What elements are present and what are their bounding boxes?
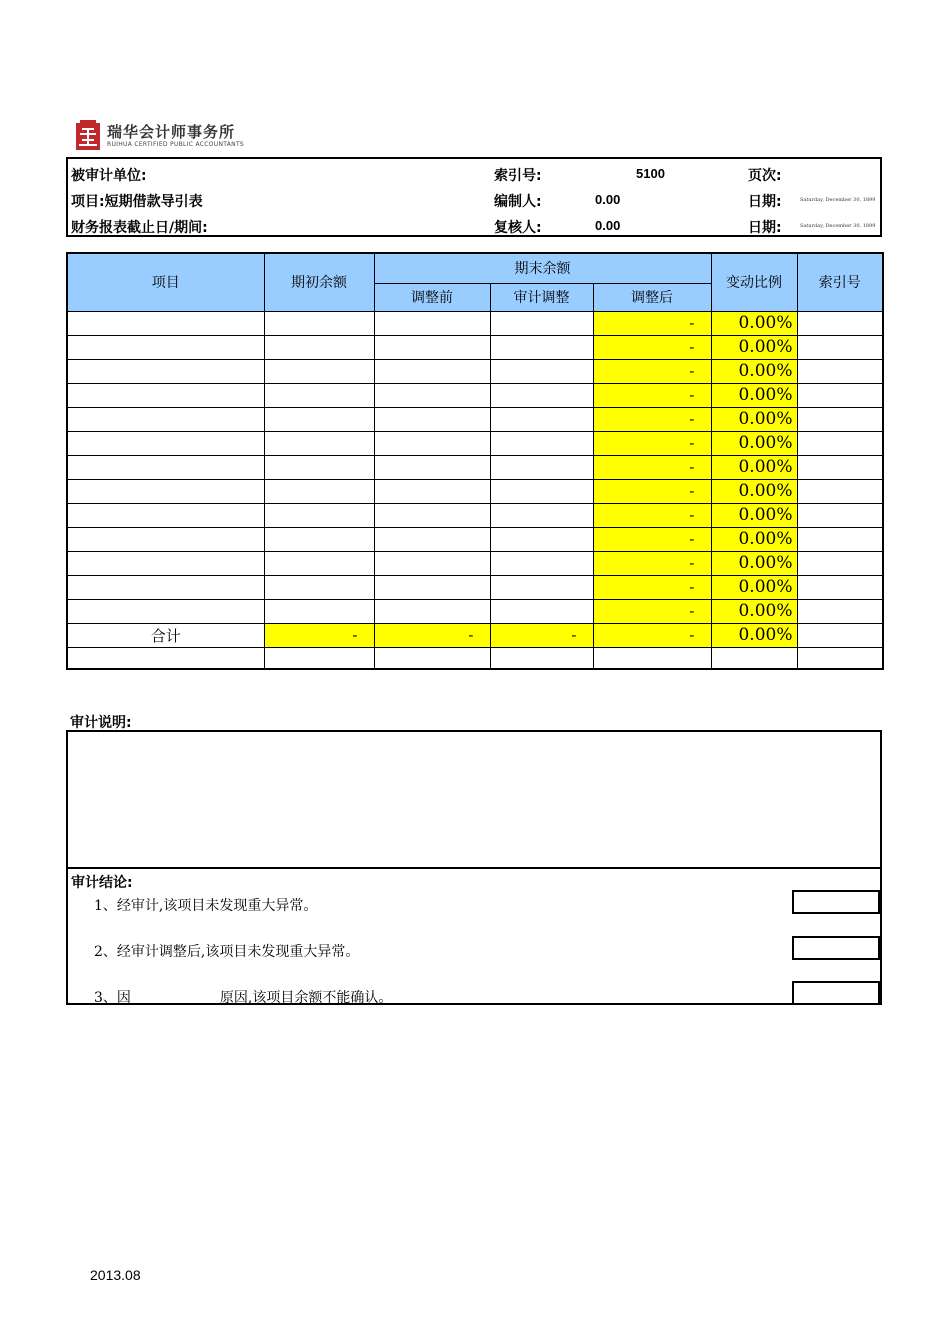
conclusion-1-checkbox[interactable]	[792, 890, 880, 914]
index-cell[interactable]	[797, 431, 883, 455]
ratio-cell[interactable]: 0.00%	[711, 575, 797, 599]
ratio-cell[interactable]	[711, 647, 797, 669]
after-cell[interactable]: -	[593, 383, 711, 407]
adj-cell[interactable]	[490, 647, 593, 669]
item-cell[interactable]	[67, 551, 264, 575]
total-adj[interactable]: -	[490, 623, 593, 647]
preparer-label: 编制人:	[494, 194, 542, 210]
adj-cell[interactable]	[490, 407, 593, 431]
adj-cell[interactable]	[490, 335, 593, 359]
col-after-adj-header: 调整后	[593, 283, 711, 311]
item-cell[interactable]	[67, 455, 264, 479]
table-row	[67, 575, 883, 599]
adj-cell[interactable]	[490, 311, 593, 335]
table-row	[67, 383, 883, 407]
before-cell[interactable]	[374, 479, 490, 503]
opening-cell[interactable]	[264, 311, 374, 335]
table-row	[67, 599, 883, 623]
header-info-box	[66, 157, 882, 237]
opening-cell[interactable]	[264, 335, 374, 359]
table-row	[67, 311, 883, 335]
adj-cell[interactable]	[490, 455, 593, 479]
col-closing-group-header: 期末余额	[374, 253, 711, 283]
item-cell[interactable]	[67, 407, 264, 431]
notes-divider	[68, 867, 880, 869]
item-cell[interactable]	[67, 599, 264, 623]
ratio-cell[interactable]: 0.00%	[711, 455, 797, 479]
item-cell[interactable]	[67, 527, 264, 551]
before-cell[interactable]	[374, 551, 490, 575]
table-row	[67, 407, 883, 431]
adj-cell[interactable]	[490, 599, 593, 623]
version-footer: 2013.08	[90, 1267, 141, 1283]
ratio-cell[interactable]: 0.00%	[711, 599, 797, 623]
table-row	[67, 527, 883, 551]
table-row	[67, 503, 883, 527]
before-cell[interactable]	[374, 311, 490, 335]
auditee-label: 被审计单位:	[71, 168, 147, 184]
index-cell[interactable]	[797, 359, 883, 383]
table-row	[67, 647, 883, 669]
index-label: 索引号:	[494, 168, 542, 184]
total-opening[interactable]: -	[264, 623, 374, 647]
audit-notes-label: 审计说明:	[70, 715, 132, 731]
conclusion-2: 2、经审计调整后,该项目未发现重大异常。	[94, 944, 360, 960]
index-cell[interactable]	[797, 311, 883, 335]
ratio-cell[interactable]: 0.00%	[711, 527, 797, 551]
ratio-cell[interactable]: 0.00%	[711, 311, 797, 335]
item-cell[interactable]	[67, 503, 264, 527]
adj-cell[interactable]	[490, 383, 593, 407]
index-cell[interactable]	[797, 503, 883, 527]
conclusion-2-checkbox[interactable]	[792, 936, 880, 960]
item-cell[interactable]	[67, 575, 264, 599]
opening-cell[interactable]	[264, 647, 374, 669]
page-label: 页次:	[748, 168, 782, 184]
after-cell[interactable]: -	[593, 599, 711, 623]
index-cell[interactable]	[797, 455, 883, 479]
index-cell[interactable]	[797, 479, 883, 503]
conclusion-3: 3、因 原因,该项目余额不能确认。	[94, 990, 393, 1006]
ratio-cell[interactable]: 0.00%	[711, 551, 797, 575]
item-cell[interactable]	[67, 359, 264, 383]
opening-cell[interactable]	[264, 431, 374, 455]
conclusion-1: 1、经审计,该项目未发现重大异常。	[94, 898, 318, 914]
before-cell[interactable]	[374, 383, 490, 407]
col-audit-adj-header: 审计调整	[490, 283, 593, 311]
item-cell[interactable]	[67, 647, 264, 669]
item-cell[interactable]	[67, 311, 264, 335]
project-label: 项目:短期借款导引表	[71, 194, 203, 210]
ratio-cell[interactable]: 0.00%	[711, 359, 797, 383]
after-cell[interactable]: -	[593, 527, 711, 551]
ratio-cell[interactable]: 0.00%	[711, 431, 797, 455]
firm-name-en: RUIHUA CERTIFIED PUBLIC ACCOUNTANTS	[107, 141, 245, 148]
adj-cell[interactable]	[490, 575, 593, 599]
index-cell[interactable]	[797, 599, 883, 623]
adj-cell[interactable]	[490, 527, 593, 551]
after-cell[interactable]: -	[593, 431, 711, 455]
opening-cell[interactable]	[264, 575, 374, 599]
audit-notes-box[interactable]	[66, 730, 882, 1005]
index-cell[interactable]	[797, 335, 883, 359]
after-cell[interactable]: -	[593, 455, 711, 479]
col-index-header: 索引号	[797, 253, 883, 311]
after-cell[interactable]: -	[593, 575, 711, 599]
ratio-cell[interactable]: 0.00%	[711, 383, 797, 407]
table-row	[67, 479, 883, 503]
adj-cell[interactable]	[490, 359, 593, 383]
firm-logo	[76, 120, 276, 152]
index-value: 5100	[636, 166, 665, 181]
ratio-cell[interactable]: 0.00%	[711, 335, 797, 359]
reviewer-label: 复核人:	[494, 220, 542, 236]
date-value-1: Saturday, December 30, 1899	[800, 197, 876, 203]
after-cell[interactable]: -	[593, 359, 711, 383]
date-label-1: 日期:	[748, 194, 782, 210]
after-cell[interactable]: -	[593, 479, 711, 503]
table-row	[67, 359, 883, 383]
total-after[interactable]: -	[593, 623, 711, 647]
opening-cell[interactable]	[264, 383, 374, 407]
before-cell[interactable]	[374, 359, 490, 383]
after-cell[interactable]	[593, 647, 711, 669]
table-body	[67, 311, 883, 669]
adj-cell[interactable]	[490, 503, 593, 527]
adj-cell[interactable]	[490, 479, 593, 503]
total-before[interactable]: -	[374, 623, 490, 647]
ratio-cell[interactable]: 0.00%	[711, 479, 797, 503]
opening-cell[interactable]	[264, 599, 374, 623]
before-cell[interactable]	[374, 575, 490, 599]
before-cell[interactable]	[374, 407, 490, 431]
item-cell[interactable]	[67, 431, 264, 455]
index-cell[interactable]	[797, 383, 883, 407]
before-cell[interactable]	[374, 647, 490, 669]
col-before-adj-header: 调整前	[374, 283, 490, 311]
before-cell[interactable]	[374, 335, 490, 359]
before-cell[interactable]	[374, 503, 490, 527]
opening-cell[interactable]	[264, 527, 374, 551]
adj-cell[interactable]	[490, 431, 593, 455]
opening-cell[interactable]	[264, 479, 374, 503]
conclusion-3-checkbox[interactable]	[792, 981, 880, 1005]
table-row	[67, 431, 883, 455]
conclusion-label: 审计结论:	[71, 875, 133, 891]
before-cell[interactable]	[374, 431, 490, 455]
opening-cell[interactable]	[264, 551, 374, 575]
after-cell[interactable]: -	[593, 503, 711, 527]
firm-name-cn: 瑞华会计师事务所	[107, 123, 236, 141]
adj-cell[interactable]	[490, 551, 593, 575]
ratio-cell[interactable]: 0.00%	[711, 407, 797, 431]
date-value-2: Saturday, December 30, 1899	[800, 223, 876, 229]
item-cell[interactable]	[67, 479, 264, 503]
after-cell[interactable]: -	[593, 335, 711, 359]
after-cell[interactable]: -	[593, 311, 711, 335]
index-cell[interactable]	[797, 407, 883, 431]
item-cell[interactable]	[67, 383, 264, 407]
ratio-cell[interactable]: 0.00%	[711, 503, 797, 527]
guide-table	[66, 252, 884, 670]
opening-cell[interactable]	[264, 455, 374, 479]
reviewer-value: 0.00	[595, 218, 621, 233]
opening-cell[interactable]	[264, 359, 374, 383]
after-cell[interactable]: -	[593, 407, 711, 431]
col-opening-header: 期初余额	[264, 253, 374, 311]
index-cell[interactable]	[797, 527, 883, 551]
opening-cell[interactable]	[264, 503, 374, 527]
total-ratio[interactable]: 0.00%	[711, 623, 797, 647]
before-cell[interactable]	[374, 527, 490, 551]
index-cell[interactable]	[797, 647, 883, 669]
table-row	[67, 455, 883, 479]
opening-cell[interactable]	[264, 407, 374, 431]
index-cell[interactable]	[797, 575, 883, 599]
preparer-value: 0.00	[595, 192, 621, 207]
index-cell[interactable]	[797, 551, 883, 575]
item-cell[interactable]	[67, 335, 264, 359]
col-change-ratio-header: 变动比例	[711, 253, 797, 311]
table-row	[67, 335, 883, 359]
after-cell[interactable]: -	[593, 551, 711, 575]
period-label: 财务报表截止日/期间:	[71, 220, 208, 236]
total-label: 合计	[67, 623, 264, 647]
date-label-2: 日期:	[748, 220, 782, 236]
col-item-header: 项目	[67, 253, 264, 311]
total-index[interactable]	[797, 623, 883, 647]
total-row	[67, 623, 883, 647]
table-row	[67, 551, 883, 575]
firm-logo-icon	[76, 120, 100, 150]
before-cell[interactable]	[374, 599, 490, 623]
before-cell[interactable]	[374, 455, 490, 479]
